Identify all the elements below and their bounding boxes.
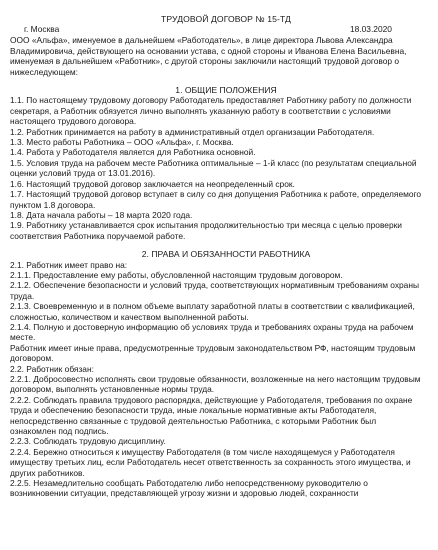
clause-1-2: 1.2. Работник принимается на работу в административный отдел организации Работодателя.: [10, 126, 375, 137]
clause-2-1-4: 2.1.4. Полную и достоверную информацию об условиях труда и требованиях охраны труда на рабочем месте.: [10, 321, 414, 343]
document-city: г. Москва: [24, 24, 60, 35]
document-title: ТРУДОВОЙ ДОГОВОР № 15-ТД: [161, 14, 291, 24]
clause-2-1-3: 2.1.3. Своевременную и в полном объеме выплату заработной платы в соответствии с квалификацией, сложностью, количеством и качеством выполненной работы.: [10, 301, 415, 322]
clause-1-5: 1.5. Условия труда на рабочем месте Работника оптимальные – 1-й класс (по результатам специальной оценки условий труда от 13.01.2016).: [10, 157, 417, 179]
document-page: [10, 14, 422, 499]
clause-2-1-other-rights: Работник имеет иные права, предусмотренные трудовым законодательством РФ, настоящим трудовым договором.: [10, 342, 416, 364]
document-meta-row: [10, 24, 422, 35]
clause-2-2-2: 2.2.2. Соблюдать правила трудового распорядка, действующие у Работодателя, требования по охране труда и обеспечению безопасности труда, иные локальные нормативные акты Работодателя, непосредственно связанные с трудовой деятельностью Работника, с которыми Работник был ознакомлен под подпись.: [10, 394, 413, 437]
clause-2-2-4: 2.2.4. Бережно относиться к имуществу Работодателя (в том числе находящемуся у Работодателя имуществу третьих лиц, если Работодатель несет ответственность за сохранность этого имущества, и других работников.: [10, 446, 411, 478]
clause-1-1: 1.1. По настоящему трудовому договору Работодатель предоставляет Работнику работу по должности секретаря, а Работник обязуется лично выполнять указанную работу в соответствии с условиями настоящего трудового договора.: [10, 95, 412, 127]
clause-2-2-3: 2.2.3. Соблюдать трудовую дисциплину.: [10, 436, 166, 447]
clause-1-9: 1.9. Работнику устанавливается срок испытания продолжительностью три месяца с целью проверки соответствия Работника поручаемой работе.: [10, 220, 402, 241]
clause-2-2: 2.2. Работник обязан:: [10, 363, 94, 374]
clause-1-7: 1.7. Настоящий трудовой договор вступает в силу со дня допущения Работника к работе, определяемого пунктом 1.8 договора.: [10, 189, 422, 210]
clause-1-4: 1.4. Работа у Работодателя является для Работника основной.: [10, 147, 256, 158]
section-2-heading: 2. ПРАВА И ОБЯЗАННОСТИ РАБОТНИКА: [141, 249, 311, 260]
clause-1-8: 1.8. Дата начала работы – 18 марта 2020 года.: [10, 209, 193, 220]
clause-2-1-2: 2.1.2. Обеспечение безопасности и условий труда, соответствующих нормативным требованиям охраны труда.: [10, 280, 419, 301]
document-date: 18.03.2020: [350, 24, 392, 35]
clause-2-2-1: 2.2.1. Добросовестно исполнять свои трудовые обязанности, возложенные на него настоящим трудовым договором, выполнять установленные нормы труда.: [10, 374, 421, 395]
section-1-heading: 1. ОБЩИЕ ПОЛОЖЕНИЯ: [175, 85, 277, 96]
clause-2-1-1: 2.1.1. Предоставление ему работы, обусловленной настоящим трудовым договором.: [10, 269, 343, 280]
section-1-body: [10, 95, 422, 241]
clause-2-1: 2.1. Работник имеет право на:: [10, 259, 128, 270]
document-intro: ООО «Альфа», именуемое в дальнейшем «Работодатель», в лице директора Львова Александра Владимировича, действующего на основании устава, с одной стороны и Иванова Елена Васильевна, именуемая в дальнейшем «Работник», с другой стороны заключили настоящий трудовой договор о нижеследующем:: [10, 35, 407, 77]
clause-1-3: 1.3. Место работы Работника – ООО «Альфа», г. Москва.: [10, 137, 234, 148]
clause-2-2-5: 2.2.5. Незамедлительно сообщать Работодателю либо непосредственному руководителю о возникновении ситуации, представляющей угрозу жизни и здоровью людей, сохранности: [10, 478, 368, 499]
clause-1-6: 1.6. Настоящий трудовой договор заключается на неопределенный срок.: [10, 178, 295, 189]
section-2-body: [10, 260, 422, 499]
